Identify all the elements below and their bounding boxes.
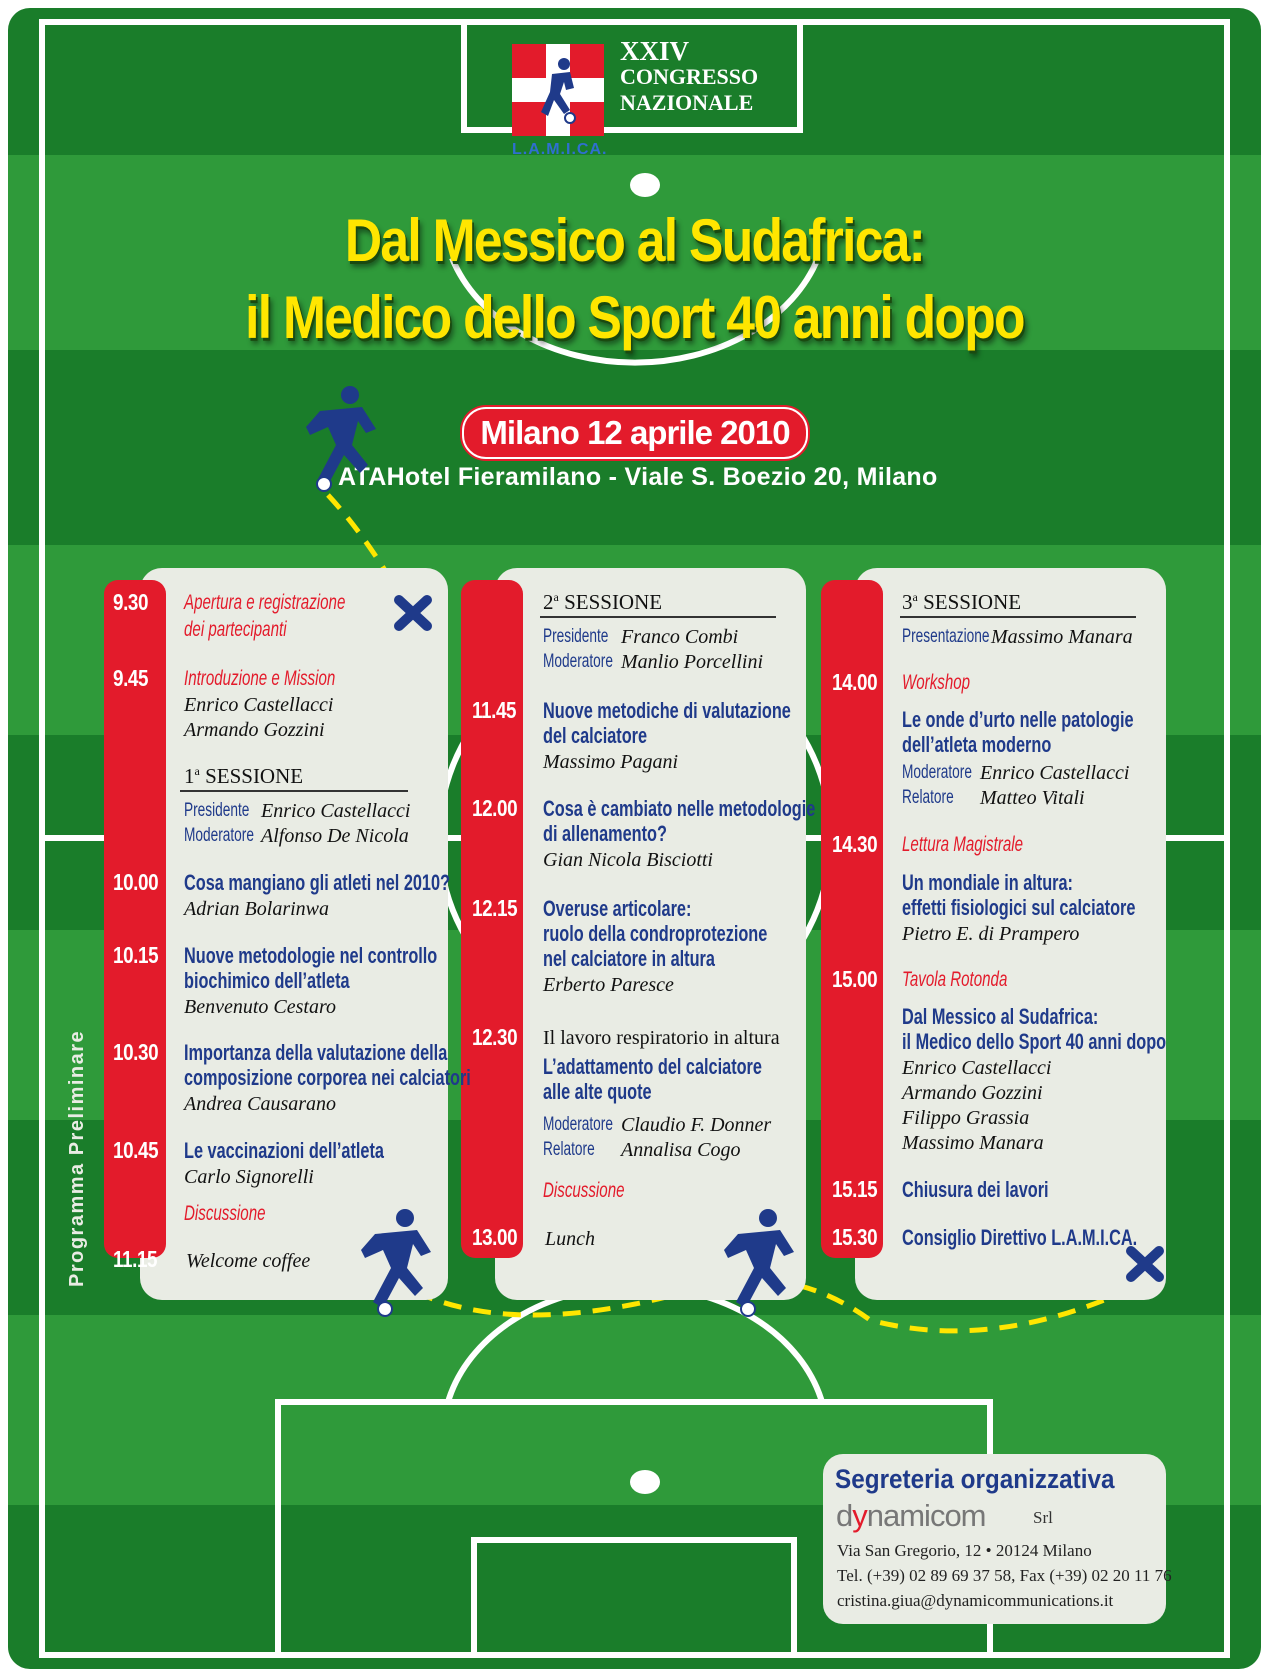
speaker-name: Massimo Pagani — [543, 751, 678, 773]
time-slot: 15.30 — [832, 1224, 878, 1250]
x-mark-icon — [393, 594, 433, 632]
time-slot: 9.45 — [113, 665, 149, 691]
organizer-title: Segreteria organizzativa — [835, 1464, 1115, 1494]
talk-title: Le onde d’urto nelle patologie — [902, 707, 1134, 732]
discussion-label: Discussione — [184, 1202, 266, 1225]
speaker-name: Enrico Castellacci — [184, 694, 334, 716]
speaker-name: Enrico Castellacci — [902, 1057, 1052, 1079]
session-heading: 2$^a$ SESSIONE — [543, 590, 663, 614]
speaker-name: Filippo Grassia — [902, 1107, 1030, 1129]
event-date-badge: Milano 12 aprile 2010 — [462, 407, 808, 459]
role-label: Presentazione — [902, 626, 990, 647]
session-item-label: Apertura e registrazione — [184, 591, 346, 614]
speaker-name: Franco Combi — [621, 626, 739, 648]
time-slot: 10.00 — [113, 869, 159, 895]
talk-title: dell’atleta moderno — [902, 732, 1052, 757]
time-slot: 14.30 — [832, 831, 878, 857]
talk-title: effetti fisiologici sul calciatore — [902, 895, 1136, 920]
time-slot: 12.30 — [472, 1024, 518, 1050]
speaker-name: Enrico Castellacci — [261, 800, 411, 822]
session-item-label: Lettura Magistrale — [902, 833, 1024, 856]
session-item-label: Introduzione e Mission — [184, 667, 336, 690]
role-label: Moderatore — [543, 651, 613, 672]
talk-title: del calciatore — [543, 723, 648, 748]
role-label: Moderatore — [902, 762, 972, 783]
speaker-name: Erberto Paresce — [543, 974, 674, 996]
main-title-line2: il Medico dello Sport 40 anni dopo — [245, 284, 1024, 351]
talk-title: Overuse articolare: — [543, 896, 692, 921]
speaker-name: Andrea Causarano — [184, 1093, 337, 1115]
session-item-label: Tavola Rotonda — [902, 968, 1008, 991]
time-slot: 15.00 — [832, 966, 878, 992]
break-label: Welcome coffee — [186, 1250, 311, 1272]
time-slot: 10.30 — [113, 1039, 159, 1065]
x-mark-icon — [1125, 1245, 1165, 1283]
role-label: Relatore — [902, 787, 954, 808]
speaker-name: Adrian Bolarinwa — [184, 898, 330, 920]
role-label: Presidente — [543, 626, 609, 647]
time-slot: 11.15 — [113, 1246, 158, 1272]
speaker-name: Gian Nicola Bisciotti — [543, 849, 713, 871]
speaker-name: Annalisa Cogo — [621, 1139, 741, 1161]
program-side-label: Programma Preliminare — [66, 1029, 88, 1287]
talk-title: Cosa mangiano gli atleti nel 2010? — [184, 870, 450, 895]
talk-title: di allenamento? — [543, 821, 667, 846]
organizer-srl: Srl — [1033, 1508, 1053, 1527]
talk-title: Consiglio Direttivo L.A.M.I.CA. — [902, 1225, 1138, 1250]
speaker-name: Claudio F. Donner — [621, 1114, 772, 1136]
speaker-name: Massimo Manara — [902, 1132, 1044, 1154]
talk-title: alle alte quote — [543, 1079, 652, 1104]
speaker-name: Enrico Castellacci — [980, 762, 1130, 784]
time-slot: 10.15 — [113, 942, 159, 968]
congress-edition: XXIV — [620, 36, 690, 66]
talk-title: L’adattamento del calciatore — [543, 1054, 762, 1079]
speaker-name: Benvenuto Cestaro — [184, 996, 337, 1018]
congress-line3: NAZIONALE — [620, 90, 754, 115]
session-item-label: Workshop — [902, 671, 971, 694]
organizer-phone: Tel. (+39) 02 89 69 37 58, Fax (+39) 02 20 11 76 — [837, 1566, 1172, 1585]
session-item-label: dei partecipanti — [184, 618, 287, 641]
player-icon — [355, 1208, 437, 1320]
congress-line2: CONGRESSO — [620, 64, 759, 89]
time-slot: 11.45 — [472, 697, 517, 723]
organizer-email[interactable]: cristina.giua@dynamicommunications.it — [837, 1591, 1114, 1610]
player-icon — [718, 1208, 800, 1320]
talk-title: Le vaccinazioni dell’atleta — [184, 1138, 384, 1163]
speaker-name: Alfonso De Nicola — [261, 825, 409, 847]
organizer-brand-logo: dynamicom — [836, 1498, 986, 1533]
time-slot: 12.00 — [472, 795, 518, 821]
break-label: Lunch — [545, 1228, 595, 1250]
speaker-name: Manlio Porcellini — [621, 651, 764, 673]
event-venue: ATAHotel Fieramilano - Viale S. Boezio 20, Milano — [338, 463, 938, 491]
role-label: Relatore — [543, 1139, 595, 1160]
time-slot: 12.15 — [472, 895, 518, 921]
talk-title: il Medico dello Sport 40 anni dopo — [902, 1029, 1167, 1054]
speaker-name: Matteo Vitali — [980, 787, 1085, 809]
role-label: Presidente — [184, 800, 250, 821]
talk-title: Importanza della valutazione della — [184, 1040, 448, 1065]
time-slot: 9.30 — [113, 589, 149, 615]
talk-title: biochimico dell’atleta — [184, 968, 350, 993]
main-title-line1: Dal Messico al Sudafrica: — [344, 207, 925, 274]
time-slot: 14.00 — [832, 669, 878, 695]
talk-title: Cosa è cambiato nelle metodologie — [543, 796, 816, 821]
talk-title: ruolo della condroprotezione — [543, 921, 768, 946]
talk-title: Nuove metodologie nel controllo — [184, 943, 438, 968]
session-divider — [540, 616, 776, 618]
talk-title: Chiusura dei lavori — [902, 1177, 1049, 1202]
lamica-brand: L.A.M.I.CA. — [512, 141, 608, 158]
talk-title: nel calciatore in altura — [543, 946, 715, 971]
speaker-name: Massimo Manara — [991, 626, 1133, 648]
talk-topic: Il lavoro respiratorio in altura — [543, 1027, 780, 1049]
speaker-name: Pietro E. di Prampero — [902, 923, 1080, 945]
time-slot: 15.15 — [832, 1176, 878, 1202]
role-label: Moderatore — [184, 825, 254, 846]
talk-title: Un mondiale in altura: — [902, 870, 1073, 895]
session-heading: 3$^a$ SESSIONE — [902, 590, 1022, 614]
session-divider — [180, 790, 408, 792]
speaker-name: Armando Gozzini — [184, 719, 325, 741]
speaker-name: Armando Gozzini — [902, 1082, 1043, 1104]
talk-title: Nuove metodiche di valutazione — [543, 698, 791, 723]
organizer-address: Via San Gregorio, 12 • 20124 Milano — [837, 1541, 1092, 1560]
time-slot: 13.00 — [472, 1224, 518, 1250]
role-label: Moderatore — [543, 1114, 613, 1135]
session-divider — [900, 616, 1136, 618]
speaker-name: Carlo Signorelli — [184, 1166, 314, 1188]
talk-title: composizione corporea nei calciatori — [184, 1065, 471, 1090]
talk-title: Dal Messico al Sudafrica: — [902, 1004, 1099, 1029]
session-heading: 1$^a$ SESSIONE — [184, 764, 304, 788]
time-slot: 10.45 — [113, 1137, 159, 1163]
discussion-label: Discussione — [543, 1179, 625, 1202]
